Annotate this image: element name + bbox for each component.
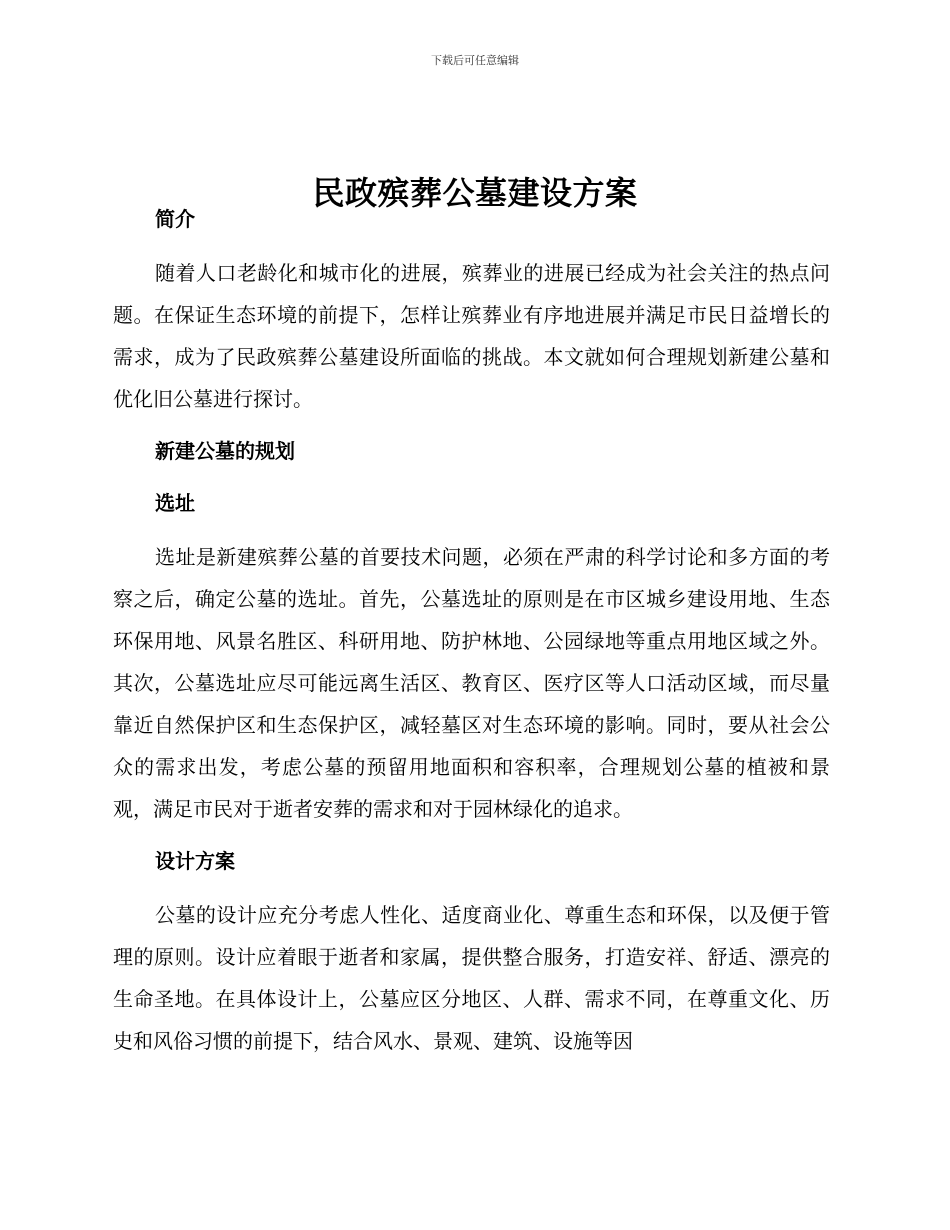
paragraph-intro: 随着人口老龄化和城市化的进展，殡葬业的进展已经成为社会关注的热点问题。在保证生态环境的前提下，怎样让殡葬业有序地进展并满足市民日益增长的需求，成为了民政殡葬公墓建设所面临的挑战。本文就如何合理规划新建公墓和优化旧公墓进行探讨。 bbox=[113, 261, 830, 411]
section-heading-design-plan: 设计方案 bbox=[155, 849, 235, 873]
paragraph-site-selection: 选址是新建殡葬公墓的首要技术问题，必须在严肃的科学讨论和多方面的考察之后，确定公墓的选址。首先，公墓选址的原则是在市区城乡建设用地、生态环保用地、风景名胜区、科研用地、防护林地、公园绿地等重点用地区域之外。其次，公墓选址应尽可能远离生活区、教育区、医疗区等人口活动区域，而尽量靠近自然保护区和生态保护区，减轻墓区对生态环境的影响。同时，要从社会公众的需求出发，考虑公墓的预留用地面积和容积率，合理规划公墓的植被和景观，满足市民对于逝者安葬的需求和对于园林绿化的追求。 bbox=[113, 545, 830, 821]
paragraph-design-plan: 公墓的设计应充分考虑人性化、适度商业化、尊重生态和环保，以及便于管理的原则。设计应着眼于逝者和家属，提供整合服务，打造安祥、舒适、漂亮的生命圣地。在具体设计上，公墓应区分地区、人群、需求不同，在尊重文化、历史和风俗习惯的前提下，结合风水、景观、建筑、设施等因 bbox=[113, 903, 830, 1053]
document-body bbox=[113, 202, 830, 1062]
section-heading-intro: 简介 bbox=[155, 207, 195, 231]
header-note: 下载后可任意编辑 bbox=[431, 54, 519, 67]
document-title: 民政殡葬公墓建设方案 bbox=[312, 174, 638, 213]
section-heading-new-cemetery-planning: 新建公墓的规划 bbox=[155, 439, 295, 463]
section-heading-site-selection: 选址 bbox=[155, 491, 195, 515]
